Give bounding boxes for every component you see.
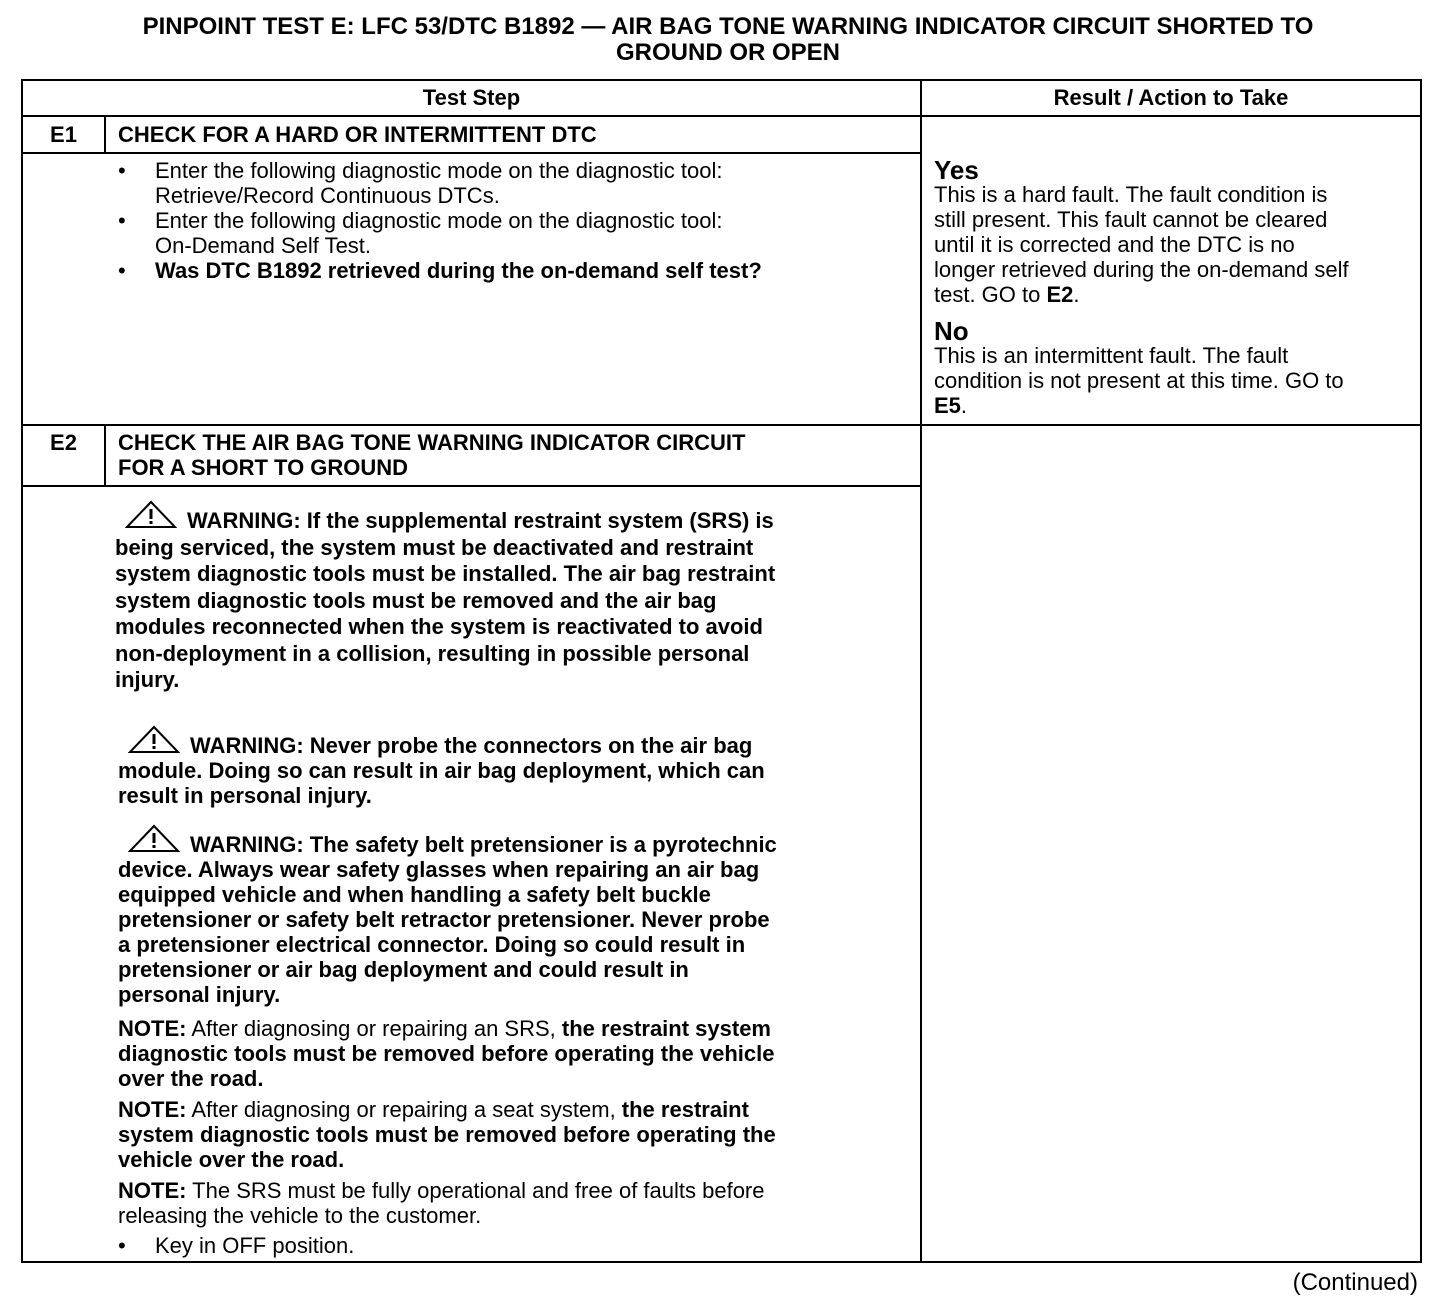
yes-line-1: This is a hard fault. The fault condition is (934, 182, 1328, 207)
e1-bullet2-line1: Enter the following diagnostic mode on the diagnostic tool: (155, 208, 723, 233)
title-line-2: GROUND OR OPEN (615, 39, 840, 66)
no-goto-suffix: . (960, 393, 968, 418)
page-title (20, 14, 1436, 66)
warn3-line-7: personal injury. (118, 982, 281, 1007)
note3-line-2: releasing the vehicle to the customer. (118, 1203, 482, 1228)
warn3-text-1: WARNING: The safety belt pretensioner is a pyrotechnic (190, 832, 777, 857)
warn3-line-4: pretensioner or safety belt retractor pretensioner. Never probe (118, 907, 770, 932)
note2-line-2: system diagnostic tools must be removed before operating the (118, 1122, 776, 1147)
bullet-glyph: • (118, 158, 126, 183)
warn1-line-1 (115, 500, 905, 535)
warn2-text-1: WARNING: Never probe the connectors on the air bag (190, 733, 753, 758)
result-yes-label: Yes (934, 155, 979, 185)
note3-line-1 (118, 1178, 908, 1203)
column-divider (920, 79, 922, 1263)
warning-connectors (118, 725, 908, 808)
warning-pretensioner (118, 824, 908, 1007)
warn1-line-3: system diagnostic tools must be installed. The air bag restraint (115, 561, 776, 586)
e2-heading-rule (21, 485, 922, 487)
header-rule (21, 115, 1422, 117)
yes-goto-suffix: . (1073, 282, 1080, 307)
no-line-3 (934, 393, 1418, 418)
goto-link-e2[interactable]: E2 (1046, 282, 1074, 307)
result-no-text (934, 343, 1418, 418)
note1-line-2: diagnostic tools must be removed before operating the vehicle (118, 1041, 775, 1066)
e2-heading-line-2: FOR A SHORT TO GROUND (118, 455, 409, 480)
note1-bold: the restraint system (561, 1016, 771, 1041)
step-id-e1: E1 (50, 122, 77, 147)
warn3-line-5: a pretensioner electrical connector. Doing so could result in (118, 932, 746, 957)
warn1-line-6: non-deployment in a collision, resulting in possible personal (115, 640, 750, 666)
e1-heading-rule (21, 152, 922, 154)
bullet-glyph: • (118, 1233, 126, 1258)
note2-bold: the restraint (621, 1097, 749, 1122)
warn2-line-2: module. Doing so can result in air bag deployment, which can (118, 758, 765, 783)
result-no-label: No (934, 316, 969, 346)
note2-line-3: vehicle over the road. (118, 1147, 345, 1172)
warn2-line-1 (118, 725, 908, 758)
note1-plain: After diagnosing or repairing an SRS, (186, 1016, 562, 1041)
warn3-line-3: equipped vehicle and when handling a safety belt buckle (118, 882, 711, 907)
yes-line-2: still present. This fault cannot be cleared (934, 207, 1328, 232)
no-line-1: This is an intermittent fault. The fault (934, 343, 1289, 368)
warning-triangle-icon (128, 824, 180, 854)
goto-link-e5[interactable]: E5 (934, 393, 961, 418)
warn1-line-5: modules reconnected when the system is reactivated to avoid (115, 614, 763, 639)
note-label: NOTE: (118, 1097, 187, 1122)
e1-bullet2-line2: On-Demand Self Test. (155, 233, 372, 258)
yes-goto-prefix: test. GO to (934, 282, 1047, 307)
e1-question: Was DTC B1892 retrieved during the on-demand self test? (155, 258, 762, 283)
header-test-step: Test Step (422, 85, 521, 110)
warning-triangle-icon (128, 725, 180, 755)
title-line-1: PINPOINT TEST E: LFC 53/DTC B1892 — AIR BAG TONE WARNING INDICATOR CIRCUIT SHORTED TO (142, 13, 1314, 40)
warning-srs (115, 500, 905, 694)
e1-id-divider (104, 115, 106, 154)
yes-line-3: until it is corrected and the DTC is no (934, 232, 1295, 257)
warn1-text-1: WARNING: If the supplemental restraint system (SRS) is (187, 508, 774, 533)
result-yes-text (934, 182, 1418, 307)
bullet-glyph: • (118, 258, 126, 283)
note3-plain: The SRS must be fully operational and free of faults before (186, 1178, 765, 1203)
e1-e2-rule (21, 424, 1422, 426)
note-label: NOTE: (118, 1178, 187, 1203)
warn1-line-7: injury. (115, 667, 180, 692)
note-label: NOTE: (118, 1016, 187, 1041)
note-srs (118, 1016, 908, 1091)
header-result: Result / Action to Take (1053, 85, 1289, 110)
note-release (118, 1178, 908, 1228)
note2-plain: After diagnosing or repairing a seat system, (186, 1097, 622, 1122)
e1-bullet1-line1: Enter the following diagnostic mode on the diagnostic tool: (155, 158, 723, 183)
step-id-e2: E2 (50, 430, 77, 455)
warn3-line-1 (118, 824, 908, 857)
warn2-line-3: result in personal injury. (118, 783, 372, 808)
step-heading-e2 (118, 430, 745, 480)
continued-label: (Continued) (1292, 1269, 1418, 1296)
warn1-line-2: being serviced, the system must be deactivated and restraint (115, 534, 754, 560)
warn1-line-4: system diagnostic tools must be removed and the air bag (115, 587, 717, 613)
note2-line-1 (118, 1097, 908, 1122)
warn3-line-2: device. Always wear safety glasses when repairing an air bag (118, 857, 760, 882)
note1-line-3: over the road. (118, 1066, 264, 1091)
yes-line-5 (934, 282, 1418, 307)
warn3-line-6: pretensioner or air bag deployment and could result in (118, 957, 689, 982)
no-line-2: condition is not present at this time. GO to (934, 368, 1344, 393)
e2-id-divider (104, 424, 106, 487)
bullet-glyph: • (118, 208, 126, 233)
e2-key-off: Key in OFF position. (155, 1233, 355, 1258)
e2-heading-line-1: CHECK THE AIR BAG TONE WARNING INDICATOR CIRCUIT (118, 430, 746, 455)
yes-line-4: longer retrieved during the on-demand self (934, 257, 1349, 282)
step-heading-e1: CHECK FOR A HARD OR INTERMITTENT DTC (118, 122, 597, 147)
note-seat (118, 1097, 908, 1172)
note1-line-1 (118, 1016, 908, 1041)
warning-triangle-icon (125, 500, 177, 530)
e1-bullet1-line2: Retrieve/Record Continuous DTCs. (155, 183, 500, 208)
